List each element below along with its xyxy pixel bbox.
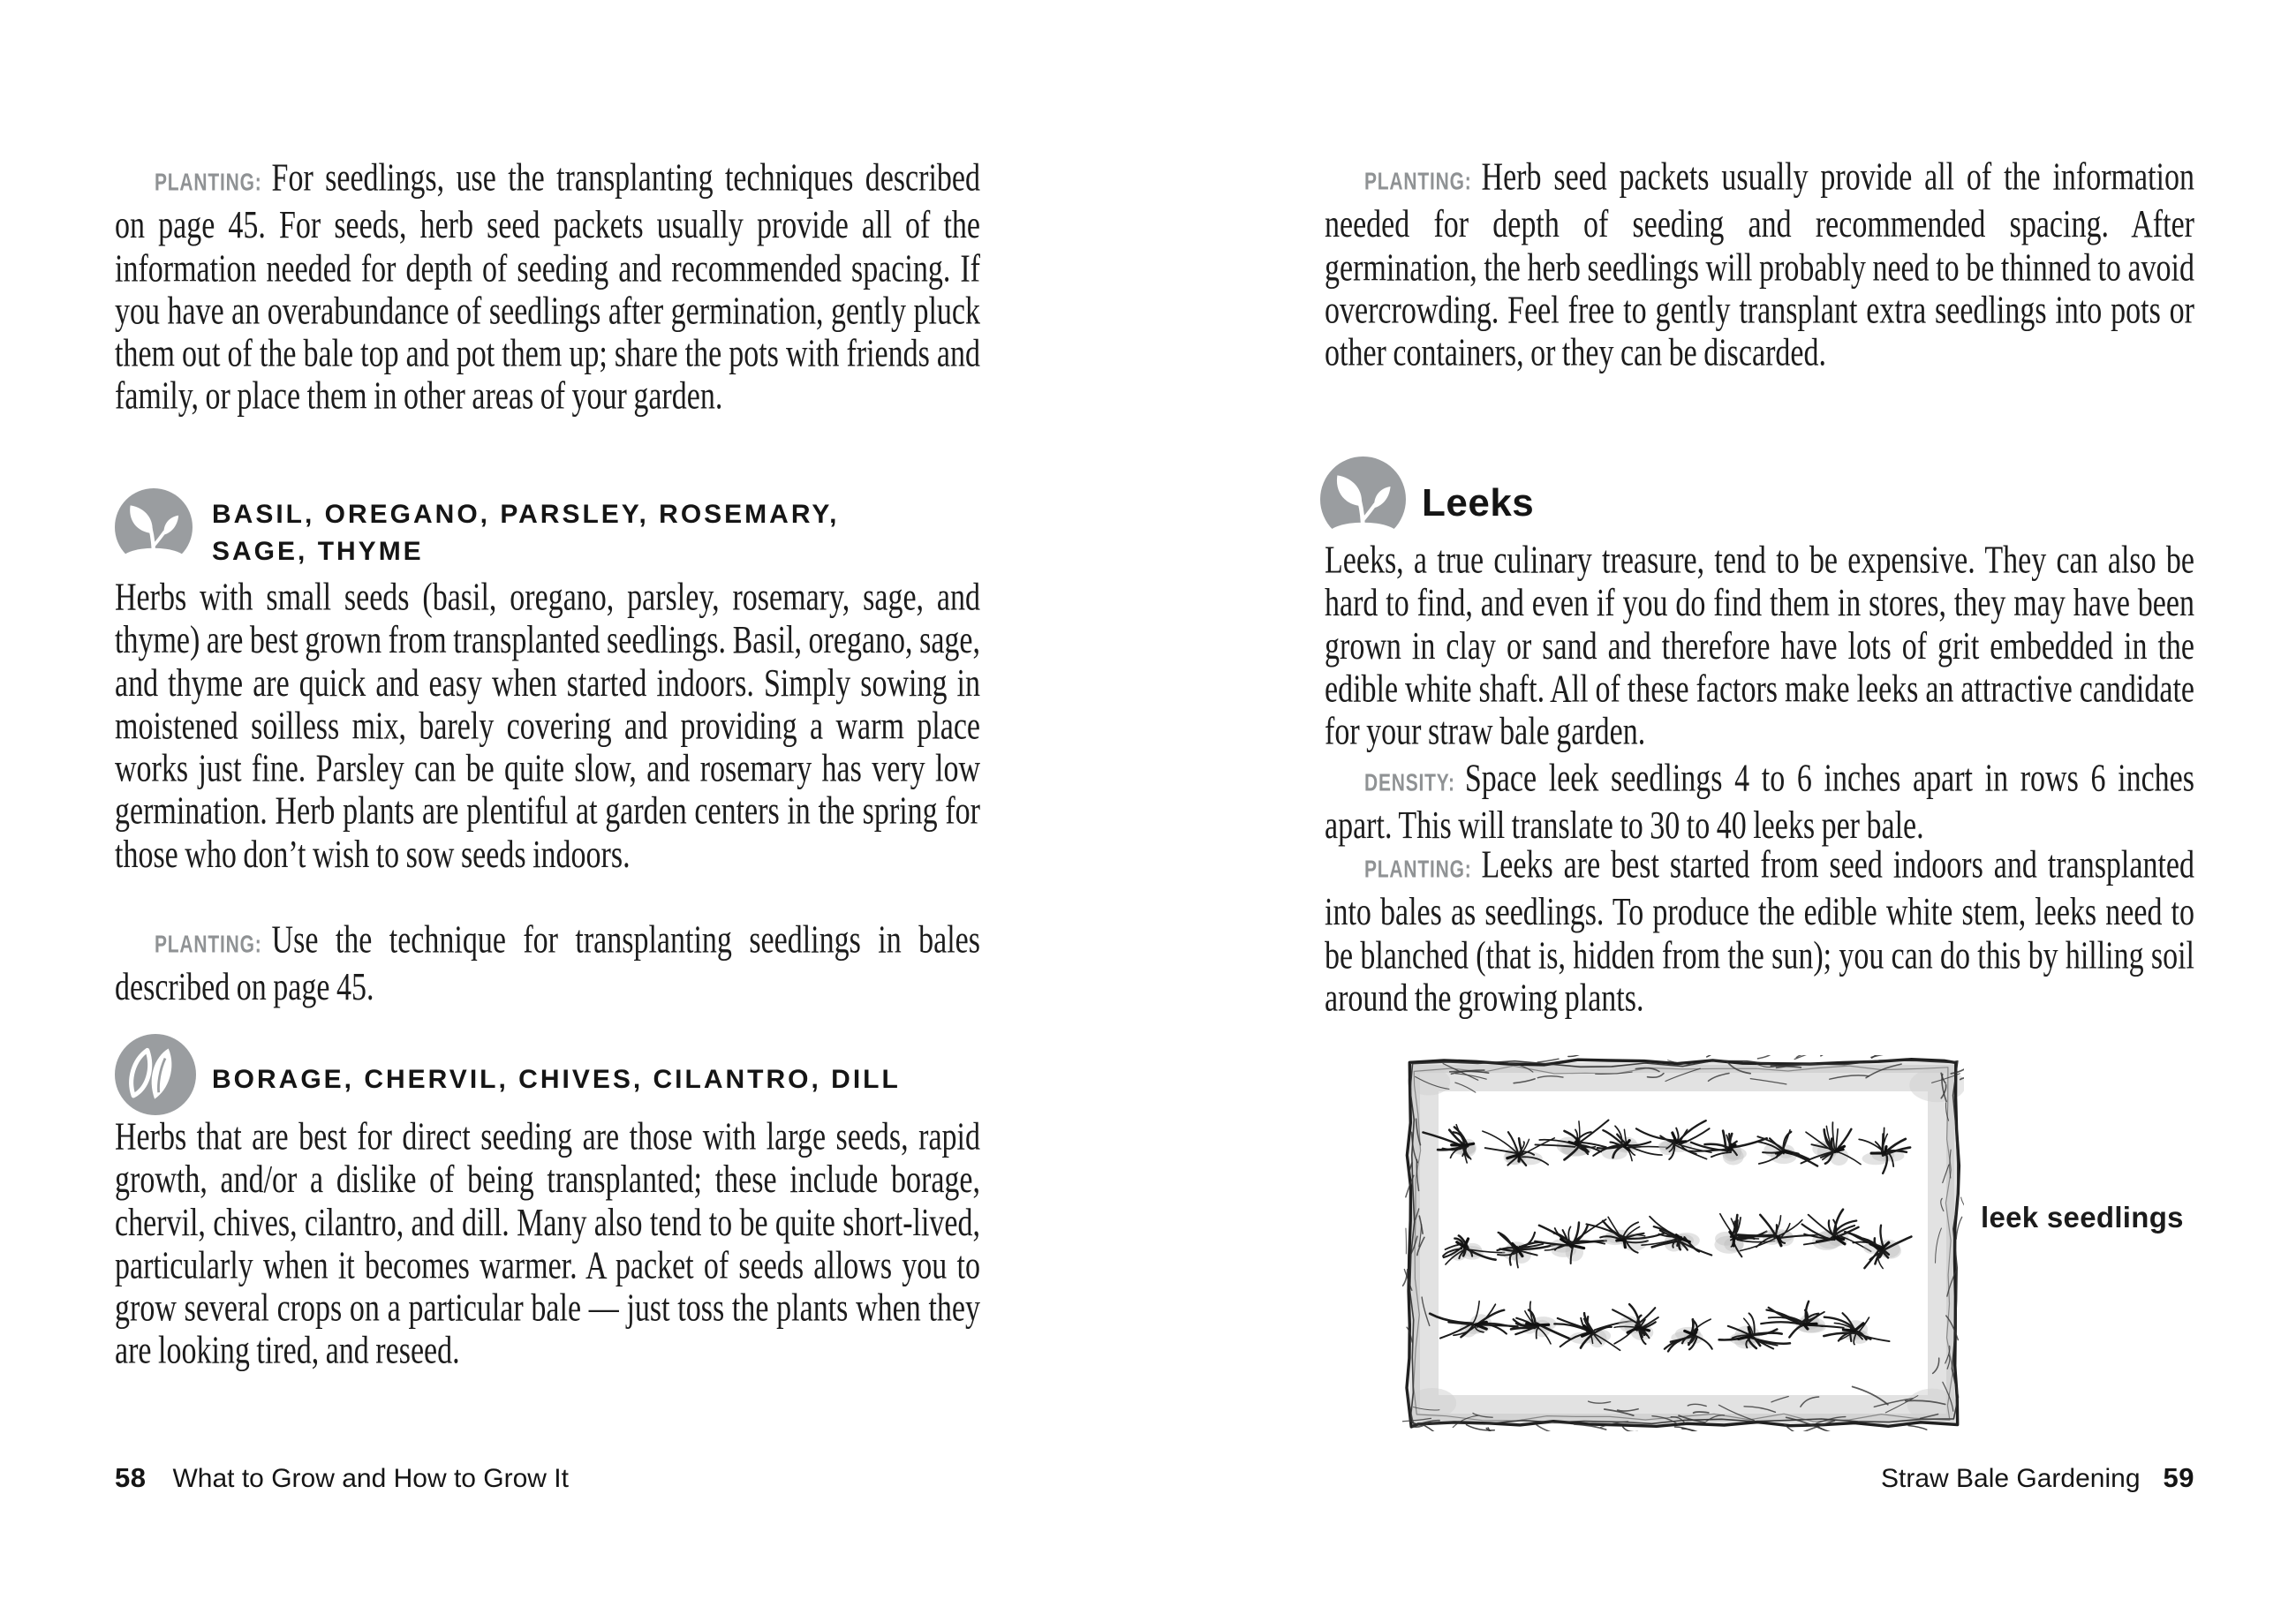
paragraph-text: Use the technique for transplanting seedlings in bales described on page 45. — [115, 919, 980, 1009]
planting-label: PLANTING: — [155, 932, 262, 959]
paragraph-direct-seed-herbs — [115, 1116, 980, 1373]
straw-bale-illustration — [1402, 1055, 1964, 1431]
paragraph-text: Herbs that are best for direct seeding are those with large seeds, rapid growth, and/or a dislike of being transplanted; these include borage, chervil, chives, cilantro, and dill. Many also tend to be quite short-lived, particularly when it becomes warmer. A packet of seeds allows you to grow several crops on a particular bale — just toss the plants when they are looking tired, and reseed. — [115, 1116, 980, 1373]
running-head: What to Grow and How to Grow It — [172, 1464, 569, 1493]
page-number: 59 — [2163, 1462, 2194, 1493]
planting-label: PLANTING: — [1364, 169, 1472, 196]
illustration-caption: leek seedlings — [1981, 1201, 2184, 1234]
planting-label: PLANTING: — [1364, 856, 1472, 884]
paragraph-leeks-planting — [1325, 844, 2194, 1020]
paragraph-planting-small-seeds — [115, 919, 980, 1009]
seeds-icon — [115, 1034, 196, 1115]
heading-line: SAGE, THYME — [212, 537, 424, 566]
paragraph-planting-herb-seeds — [1325, 156, 2194, 375]
paragraph-text: Space leek seedlings 4 to 6 inches apart in rows 6 inches apart. This will translate to 30 to 40 leeks per bale. — [1325, 758, 2194, 848]
seedling-icon — [1320, 456, 1406, 542]
seedling-icon — [115, 488, 193, 566]
paragraph-text: For seedlings, use the transplanting techniques described on page 45. For seeds, herb seed packets usually provide all of the information needed for depth of seeding and recommended spacing. If you have an overabundance of seedlings after germination, gently pluck them out of the bale top and pot them up; share the pots with friends and family, or place them in other areas of your garden. — [115, 157, 980, 419]
paragraph-text: Herb seed packets usually provide all of the information needed for depth of seeding and recommended spacing. After germination, the herb seedlings will probably need to be thinned to avoid overcrowding. Feel free to gently transplant extra seedlings into pots or other containers, or they can be discarded. — [1325, 156, 2194, 375]
heading-leeks: Leeks — [1422, 481, 1535, 524]
footer-right — [1325, 1462, 2194, 1494]
page-number: 58 — [115, 1462, 147, 1493]
paragraph-small-seed-herbs — [115, 577, 980, 876]
heading-direct-seed-herbs — [212, 1061, 901, 1098]
footer-left — [115, 1462, 980, 1494]
paragraph-leeks-density — [1325, 758, 2194, 848]
page-59 — [1325, 0, 2194, 1607]
page-58 — [115, 0, 980, 1607]
paragraph-text: Leeks are best started from seed indoors and transplanted into bales as seedlings. To produce the edible white stem, leeks need to be blanched (that is, hidden from the sun); you can do this by hilling soil around the growing plants. — [1325, 844, 2194, 1020]
heading-small-seed-herbs — [212, 496, 839, 570]
density-label: DENSITY: — [1364, 770, 1455, 797]
running-head: Straw Bale Gardening — [1881, 1464, 2141, 1493]
heading-line: BASIL, OREGANO, PARSLEY, ROSEMARY, — [212, 500, 840, 529]
paragraph-planting-herbs — [115, 157, 980, 419]
planting-label: PLANTING: — [155, 170, 262, 197]
paragraph-leeks-intro — [1325, 539, 2194, 753]
paragraph-text: Leeks, a true culinary treasure, tend to be expensive. They can also be hard to find, and even if you do find them in stores, they may have been grown in clay or sand and therefore have lots of grit embedded in the edible white shaft. All of these factors make leeks an attractive candidate for your straw bale garden. — [1325, 539, 2194, 754]
paragraph-text: Herbs with small seeds (basil, oregano, parsley, rosemary, sage, and thyme) are best grown from transplanted seedlings. Basil, oregano, sage, and thyme are quick and easy when started indoors. Simply sowing in moistened soilless mix, barely covering and providing a warm place works just fine. Parsley can be quite slow, and rosemary has very low germination. Herb plants are plentiful at garden centers in the spring for those who don’t wish to sow seeds indoors. — [115, 577, 980, 877]
heading-line: BORAGE, CHERVIL, CHIVES, CILANTRO, DILL — [212, 1065, 901, 1094]
